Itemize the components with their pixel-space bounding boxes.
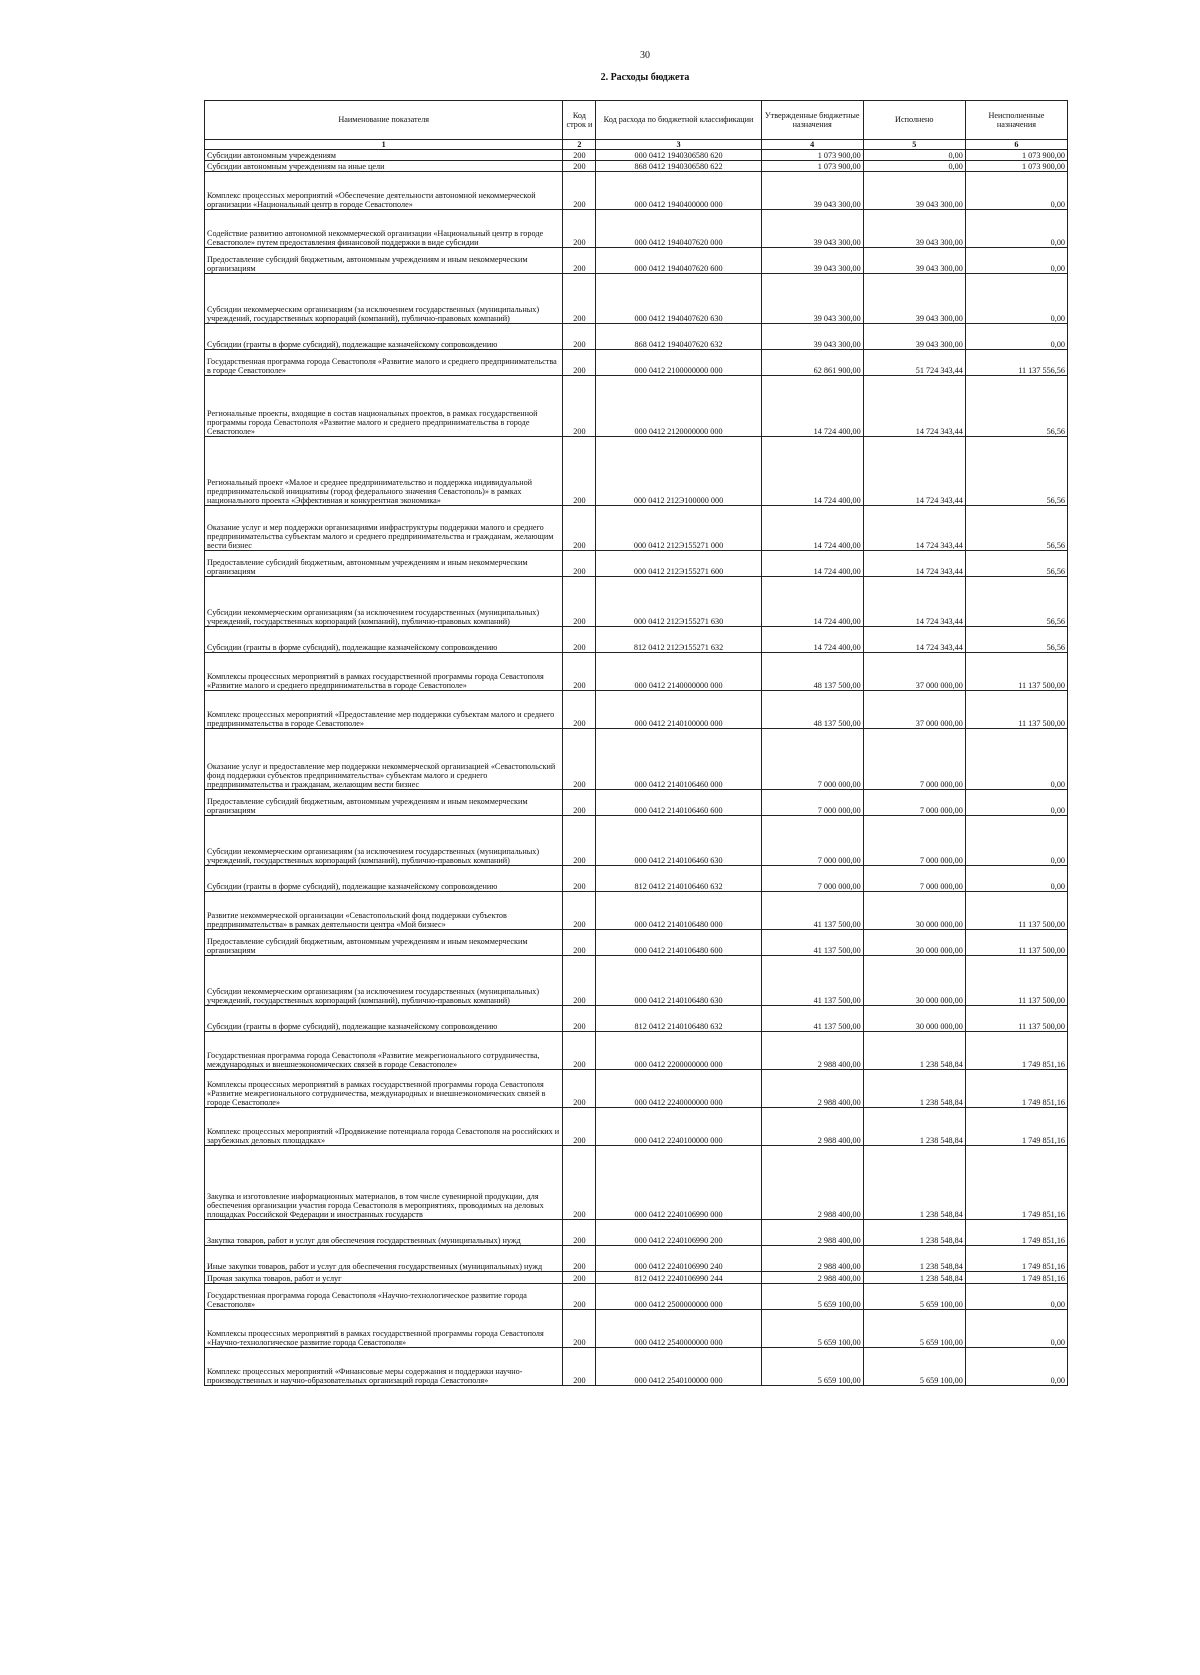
cell-approved: 48 137 500,00 — [761, 653, 863, 691]
header-row — [205, 101, 1068, 140]
table-row — [205, 150, 1068, 161]
cell-name: Содействие развитию автономной некоммерческой организации «Национальный центр в городе Севастополе» путем предоставления финансовой поддержки в виде субсидии — [205, 210, 563, 248]
column-header-unexecuted: Неисполненные назначения — [965, 101, 1067, 140]
cell-code: 200 — [563, 248, 596, 274]
cell-approved: 5 659 100,00 — [761, 1284, 863, 1310]
table-row — [205, 324, 1068, 350]
cell-unexecuted: 1 749 851,16 — [965, 1272, 1067, 1284]
cell-kbk: 000 0412 2200000000 000 — [596, 1032, 761, 1070]
cell-approved: 2 988 400,00 — [761, 1146, 863, 1220]
cell-unexecuted: 1 749 851,16 — [965, 1032, 1067, 1070]
cell-approved: 1 073 900,00 — [761, 161, 863, 172]
cell-code: 200 — [563, 1108, 596, 1146]
cell-name: Иные закупки товаров, работ и услуг для обеспечения государственных (муниципальных) нужд — [205, 1246, 563, 1272]
cell-name: Комплексы процессных мероприятий в рамках государственной программы города Севастополя «Научно-технологическое развитие города Севастополя» — [205, 1310, 563, 1348]
table-row — [205, 892, 1068, 930]
cell-approved: 39 043 300,00 — [761, 210, 863, 248]
cell-approved: 48 137 500,00 — [761, 691, 863, 729]
cell-executed: 39 043 300,00 — [863, 324, 965, 350]
cell-kbk: 000 0412 2240100000 000 — [596, 1108, 761, 1146]
cell-kbk: 868 0412 1940407620 632 — [596, 324, 761, 350]
table-row — [205, 1006, 1068, 1032]
cell-kbk: 000 0412 1940407620 600 — [596, 248, 761, 274]
cell-approved: 2 988 400,00 — [761, 1272, 863, 1284]
cell-executed: 39 043 300,00 — [863, 248, 965, 274]
cell-name: Оказание услуг и мер поддержки организациями инфраструктуры поддержки малого и среднего предпринимательства субъектам малого и среднего предпринимательства и гражданам, желающим вести бизнес — [205, 506, 563, 551]
cell-executed: 1 238 548,84 — [863, 1032, 965, 1070]
cell-approved: 7 000 000,00 — [761, 729, 863, 790]
cell-kbk: 000 0412 2140106480 000 — [596, 892, 761, 930]
cell-kbk: 000 0412 2500000000 000 — [596, 1284, 761, 1310]
table-row — [205, 1108, 1068, 1146]
cell-executed: 1 238 548,84 — [863, 1146, 965, 1220]
cell-unexecuted: 11 137 500,00 — [965, 691, 1067, 729]
table-row — [205, 930, 1068, 956]
cell-name: Комплексы процессных мероприятий в рамках государственной программы города Севастополя «Развитие межрегионального сотрудничества, международных и внешнеэкономических связей в городе Севастополе» — [205, 1070, 563, 1108]
cell-name: Субсидии некоммерческим организациям (за исключением государственных (муниципальных) учреждений, государственных корпораций (компаний), публично-правовых компаний) — [205, 816, 563, 866]
cell-code: 200 — [563, 866, 596, 892]
column-number: 3 — [596, 140, 761, 150]
cell-name: Предоставление субсидий бюджетным, автономным учреждениям и иным некоммерческим организациям — [205, 790, 563, 816]
cell-name: Региональный проект «Малое и среднее предпринимательство и поддержка индивидуальной предпринимательской инициативы (город федерального значения Севастополь)» в рамках национального проекта «Эффективная и конкурентная экономика» — [205, 437, 563, 506]
cell-code: 200 — [563, 210, 596, 248]
cell-name: Государственная программа города Севастополя «Развитие малого и среднего предпринимательства в городе Севастополе» — [205, 350, 563, 376]
cell-executed: 51 724 343,44 — [863, 350, 965, 376]
cell-code: 200 — [563, 161, 596, 172]
cell-name: Субсидии (гранты в форме субсидий), подлежащие казначейскому сопровождению — [205, 1006, 563, 1032]
cell-kbk: 000 0412 212Э155271 000 — [596, 506, 761, 551]
cell-kbk: 000 0412 2140106460 630 — [596, 816, 761, 866]
cell-unexecuted: 1 073 900,00 — [965, 150, 1067, 161]
cell-unexecuted: 11 137 500,00 — [965, 653, 1067, 691]
cell-approved: 1 073 900,00 — [761, 150, 863, 161]
cell-executed: 30 000 000,00 — [863, 956, 965, 1006]
cell-unexecuted: 0,00 — [965, 816, 1067, 866]
cell-executed: 14 724 343,44 — [863, 506, 965, 551]
cell-kbk: 000 0412 1940400000 000 — [596, 172, 761, 210]
cell-approved: 5 659 100,00 — [761, 1310, 863, 1348]
cell-kbk: 812 0412 2140106480 632 — [596, 1006, 761, 1032]
cell-unexecuted: 1 749 851,16 — [965, 1070, 1067, 1108]
cell-executed: 5 659 100,00 — [863, 1310, 965, 1348]
cell-unexecuted: 56,56 — [965, 577, 1067, 627]
table-row — [205, 1310, 1068, 1348]
cell-executed: 7 000 000,00 — [863, 729, 965, 790]
cell-unexecuted: 0,00 — [965, 1310, 1067, 1348]
cell-name: Оказание услуг и предоставление мер поддержки некоммерческой организацией «Севастопольский фонд поддержки субъектов предпринимательства» субъектам малого и среднего предпринимательства и гражданам, желающим вести бизнес — [205, 729, 563, 790]
cell-executed: 39 043 300,00 — [863, 210, 965, 248]
cell-code: 200 — [563, 653, 596, 691]
cell-executed: 14 724 343,44 — [863, 627, 965, 653]
cell-code: 200 — [563, 1146, 596, 1220]
cell-kbk: 000 0412 2140106460 600 — [596, 790, 761, 816]
column-header-kbk: Код расхода по бюджетной классификации — [596, 101, 761, 140]
cell-code: 200 — [563, 274, 596, 324]
cell-executed: 7 000 000,00 — [863, 816, 965, 866]
cell-executed: 14 724 343,44 — [863, 551, 965, 577]
table-row — [205, 506, 1068, 551]
table-row — [205, 577, 1068, 627]
cell-executed: 39 043 300,00 — [863, 172, 965, 210]
cell-code: 200 — [563, 892, 596, 930]
cell-executed: 1 238 548,84 — [863, 1070, 965, 1108]
cell-executed: 1 238 548,84 — [863, 1272, 965, 1284]
column-number: 4 — [761, 140, 863, 150]
table-row — [205, 653, 1068, 691]
cell-code: 200 — [563, 376, 596, 437]
cell-name: Предоставление субсидий бюджетным, автономным учреждениям и иным некоммерческим организациям — [205, 551, 563, 577]
cell-executed: 0,00 — [863, 161, 965, 172]
cell-code: 200 — [563, 1220, 596, 1246]
cell-kbk: 000 0412 2540000000 000 — [596, 1310, 761, 1348]
cell-code: 200 — [563, 150, 596, 161]
cell-unexecuted: 11 137 500,00 — [965, 1006, 1067, 1032]
cell-approved: 14 724 400,00 — [761, 437, 863, 506]
cell-approved: 39 043 300,00 — [761, 274, 863, 324]
cell-name: Субсидии некоммерческим организациям (за исключением государственных (муниципальных) учреждений, государственных корпораций (компаний), публично-правовых компаний) — [205, 956, 563, 1006]
cell-name: Развитие некоммерческой организации «Севастопольский фонд поддержки субъектов предпринимательства» в рамках деятельности центра «Мой бизнес» — [205, 892, 563, 930]
cell-unexecuted: 11 137 500,00 — [965, 930, 1067, 956]
table-row — [205, 551, 1068, 577]
cell-kbk: 000 0412 2140106480 600 — [596, 930, 761, 956]
cell-unexecuted: 56,56 — [965, 627, 1067, 653]
table-row — [205, 1272, 1068, 1284]
cell-executed: 37 000 000,00 — [863, 653, 965, 691]
table-row — [205, 1246, 1068, 1272]
cell-executed: 14 724 343,44 — [863, 437, 965, 506]
cell-code: 200 — [563, 324, 596, 350]
cell-kbk: 000 0412 212Э155271 630 — [596, 577, 761, 627]
cell-name: Комплекс процессных мероприятий «Обеспечение деятельности автономной некоммерческой организации «Национальный центр в городе Севастополе» — [205, 172, 563, 210]
cell-executed: 39 043 300,00 — [863, 274, 965, 324]
table-row — [205, 1146, 1068, 1220]
cell-unexecuted: 0,00 — [965, 1284, 1067, 1310]
cell-kbk: 000 0412 2140106460 000 — [596, 729, 761, 790]
cell-executed: 1 238 548,84 — [863, 1220, 965, 1246]
cell-unexecuted: 0,00 — [965, 729, 1067, 790]
cell-kbk: 000 0412 2140100000 000 — [596, 691, 761, 729]
cell-kbk: 000 0412 2240106990 240 — [596, 1246, 761, 1272]
cell-approved: 41 137 500,00 — [761, 892, 863, 930]
cell-name: Государственная программа города Севастополя «Научно-технологическое развитие города Севастополя» — [205, 1284, 563, 1310]
cell-code: 200 — [563, 1032, 596, 1070]
cell-unexecuted: 0,00 — [965, 866, 1067, 892]
cell-code: 200 — [563, 816, 596, 866]
cell-unexecuted: 11 137 500,00 — [965, 956, 1067, 1006]
cell-unexecuted: 0,00 — [965, 274, 1067, 324]
column-number: 2 — [563, 140, 596, 150]
cell-kbk: 812 0412 2140106460 632 — [596, 866, 761, 892]
expenses-table — [204, 100, 1068, 1386]
table-row — [205, 172, 1068, 210]
cell-approved: 14 724 400,00 — [761, 551, 863, 577]
cell-approved: 14 724 400,00 — [761, 577, 863, 627]
cell-unexecuted: 1 749 851,16 — [965, 1246, 1067, 1272]
cell-kbk: 000 0412 212Э100000 000 — [596, 437, 761, 506]
cell-kbk: 868 0412 1940306580 622 — [596, 161, 761, 172]
cell-approved: 14 724 400,00 — [761, 627, 863, 653]
cell-kbk: 000 0412 1940306580 620 — [596, 150, 761, 161]
cell-kbk: 000 0412 2240106990 200 — [596, 1220, 761, 1246]
page-number: 30 — [640, 50, 650, 61]
cell-unexecuted: 0,00 — [965, 1348, 1067, 1386]
table-row — [205, 274, 1068, 324]
cell-name: Комплекс процессных мероприятий «Предоставление мер поддержки субъектам малого и среднего предпринимательства в городе Севастополе» — [205, 691, 563, 729]
cell-name: Государственная программа города Севастополя «Развитие межрегионального сотрудничества, международных и внешнеэкономических связей в городе Севастополе» — [205, 1032, 563, 1070]
cell-executed: 5 659 100,00 — [863, 1284, 965, 1310]
cell-approved: 39 043 300,00 — [761, 172, 863, 210]
table-row — [205, 161, 1068, 172]
cell-kbk: 000 0412 2120000000 000 — [596, 376, 761, 437]
cell-kbk: 812 0412 212Э155271 632 — [596, 627, 761, 653]
cell-executed: 14 724 343,44 — [863, 376, 965, 437]
table-body — [205, 150, 1068, 1386]
cell-executed: 7 000 000,00 — [863, 866, 965, 892]
table-row — [205, 1070, 1068, 1108]
cell-name: Комплекс процессных мероприятий «Продвижение потенциала города Севастополя на российских и зарубежных деловых площадках» — [205, 1108, 563, 1146]
table-row — [205, 956, 1068, 1006]
table-row — [205, 210, 1068, 248]
cell-kbk: 000 0412 2240106990 000 — [596, 1146, 761, 1220]
cell-code: 200 — [563, 437, 596, 506]
cell-name: Субсидии некоммерческим организациям (за исключением государственных (муниципальных) учреждений, государственных корпораций (компаний), публично-правовых компаний) — [205, 274, 563, 324]
cell-unexecuted: 1 073 900,00 — [965, 161, 1067, 172]
cell-name: Субсидии (гранты в форме субсидий), подлежащие казначейскому сопровождению — [205, 324, 563, 350]
cell-name: Региональные проекты, входящие в состав национальных проектов, в рамках государственной программы города Севастополя «Развитие малого и среднего предпринимательства в городе Севастополе» — [205, 376, 563, 437]
cell-executed: 5 659 100,00 — [863, 1348, 965, 1386]
cell-unexecuted: 0,00 — [965, 248, 1067, 274]
table-row — [205, 248, 1068, 274]
cell-unexecuted: 56,56 — [965, 437, 1067, 506]
cell-kbk: 000 0412 2540100000 000 — [596, 1348, 761, 1386]
cell-code: 200 — [563, 1272, 596, 1284]
cell-approved: 7 000 000,00 — [761, 866, 863, 892]
cell-code: 200 — [563, 729, 596, 790]
cell-approved: 2 988 400,00 — [761, 1246, 863, 1272]
cell-executed: 1 238 548,84 — [863, 1108, 965, 1146]
cell-approved: 39 043 300,00 — [761, 248, 863, 274]
cell-name: Закупка и изготовление информационных материалов, в том числе сувенирной продукции, для обеспечения организации участия города Севастополя в мероприятиях, проводимых на деловых площадках Российской Федерации и иностранных государств — [205, 1146, 563, 1220]
cell-name: Субсидии автономным учреждениям — [205, 150, 563, 161]
cell-approved: 7 000 000,00 — [761, 790, 863, 816]
cell-name: Субсидии (гранты в форме субсидий), подлежащие казначейскому сопровождению — [205, 627, 563, 653]
table-row — [205, 790, 1068, 816]
cell-unexecuted: 11 137 500,00 — [965, 892, 1067, 930]
column-number: 6 — [965, 140, 1067, 150]
cell-approved: 2 988 400,00 — [761, 1220, 863, 1246]
cell-name: Субсидии автономным учреждениям на иные цели — [205, 161, 563, 172]
cell-name: Предоставление субсидий бюджетным, автономным учреждениям и иным некоммерческим организациям — [205, 930, 563, 956]
cell-code: 200 — [563, 1070, 596, 1108]
table-row — [205, 627, 1068, 653]
cell-code: 200 — [563, 790, 596, 816]
cell-kbk: 000 0412 2100000000 000 — [596, 350, 761, 376]
section-title: 2. Расходы бюджета — [600, 72, 690, 83]
cell-approved: 41 137 500,00 — [761, 956, 863, 1006]
table-row — [205, 691, 1068, 729]
cell-code: 200 — [563, 1006, 596, 1032]
cell-approved: 41 137 500,00 — [761, 1006, 863, 1032]
cell-unexecuted: 0,00 — [965, 172, 1067, 210]
cell-code: 200 — [563, 691, 596, 729]
cell-unexecuted: 56,56 — [965, 506, 1067, 551]
table-row — [205, 437, 1068, 506]
table-row — [205, 1284, 1068, 1310]
cell-code: 200 — [563, 577, 596, 627]
cell-approved: 2 988 400,00 — [761, 1070, 863, 1108]
cell-unexecuted: 56,56 — [965, 376, 1067, 437]
cell-name: Комплексы процессных мероприятий в рамках государственной программы города Севастополя «Развитие малого и среднего предпринимательства в городе Севастополе» — [205, 653, 563, 691]
cell-unexecuted: 0,00 — [965, 324, 1067, 350]
cell-approved: 14 724 400,00 — [761, 376, 863, 437]
cell-approved: 7 000 000,00 — [761, 816, 863, 866]
table-row — [205, 350, 1068, 376]
cell-kbk: 000 0412 2140106480 630 — [596, 956, 761, 1006]
cell-executed: 0,00 — [863, 150, 965, 161]
cell-code: 200 — [563, 1310, 596, 1348]
cell-executed: 30 000 000,00 — [863, 930, 965, 956]
cell-code: 200 — [563, 956, 596, 1006]
table-row — [205, 1220, 1068, 1246]
table-row — [205, 866, 1068, 892]
column-number: 1 — [205, 140, 563, 150]
column-header-name: Наименование показателя — [205, 101, 563, 140]
table-row — [205, 816, 1068, 866]
cell-kbk: 000 0412 2240000000 000 — [596, 1070, 761, 1108]
cell-unexecuted: 11 137 556,56 — [965, 350, 1067, 376]
cell-unexecuted: 0,00 — [965, 210, 1067, 248]
column-number: 5 — [863, 140, 965, 150]
cell-executed: 30 000 000,00 — [863, 1006, 965, 1032]
cell-kbk: 000 0412 1940407620 000 — [596, 210, 761, 248]
cell-code: 200 — [563, 172, 596, 210]
cell-kbk: 000 0412 1940407620 630 — [596, 274, 761, 324]
cell-code: 200 — [563, 1284, 596, 1310]
cell-approved: 14 724 400,00 — [761, 506, 863, 551]
cell-kbk: 000 0412 212Э155271 600 — [596, 551, 761, 577]
table-row — [205, 729, 1068, 790]
cell-code: 200 — [563, 627, 596, 653]
cell-kbk: 000 0412 2140000000 000 — [596, 653, 761, 691]
cell-executed: 7 000 000,00 — [863, 790, 965, 816]
cell-executed: 1 238 548,84 — [863, 1246, 965, 1272]
cell-approved: 2 988 400,00 — [761, 1032, 863, 1070]
cell-unexecuted: 1 749 851,16 — [965, 1108, 1067, 1146]
table-row — [205, 1032, 1068, 1070]
cell-code: 200 — [563, 1348, 596, 1386]
cell-approved: 62 861 900,00 — [761, 350, 863, 376]
cell-executed: 37 000 000,00 — [863, 691, 965, 729]
column-header-executed: Исполнено — [863, 101, 965, 140]
cell-name: Прочая закупка товаров, работ и услуг — [205, 1272, 563, 1284]
column-header-code: Код строк и — [563, 101, 596, 140]
cell-approved: 39 043 300,00 — [761, 324, 863, 350]
cell-name: Субсидии некоммерческим организациям (за исключением государственных (муниципальных) учреждений, государственных корпораций (компаний), публично-правовых компаний) — [205, 577, 563, 627]
cell-code: 200 — [563, 551, 596, 577]
column-header-approved: Утвержденные бюджетные назначения — [761, 101, 863, 140]
cell-executed: 30 000 000,00 — [863, 892, 965, 930]
cell-approved: 2 988 400,00 — [761, 1108, 863, 1146]
cell-approved: 41 137 500,00 — [761, 930, 863, 956]
cell-name: Предоставление субсидий бюджетным, автономным учреждениям и иным некоммерческим организациям — [205, 248, 563, 274]
cell-approved: 5 659 100,00 — [761, 1348, 863, 1386]
cell-code: 200 — [563, 506, 596, 551]
cell-name: Комплекс процессных мероприятий «Финансовые меры содержания и поддержки научно-производственных и научно-образовательных организаций города Севастополя» — [205, 1348, 563, 1386]
cell-executed: 14 724 343,44 — [863, 577, 965, 627]
cell-name: Закупка товаров, работ и услуг для обеспечения государственных (муниципальных) нужд — [205, 1220, 563, 1246]
cell-unexecuted: 1 749 851,16 — [965, 1146, 1067, 1220]
column-number-row — [205, 140, 1068, 150]
cell-unexecuted: 56,56 — [965, 551, 1067, 577]
cell-code: 200 — [563, 1246, 596, 1272]
cell-code: 200 — [563, 350, 596, 376]
table-row — [205, 376, 1068, 437]
cell-name: Субсидии (гранты в форме субсидий), подлежащие казначейскому сопровождению — [205, 866, 563, 892]
table-row — [205, 1348, 1068, 1386]
cell-unexecuted: 0,00 — [965, 790, 1067, 816]
cell-kbk: 812 0412 2240106990 244 — [596, 1272, 761, 1284]
cell-code: 200 — [563, 930, 596, 956]
cell-unexecuted: 1 749 851,16 — [965, 1220, 1067, 1246]
